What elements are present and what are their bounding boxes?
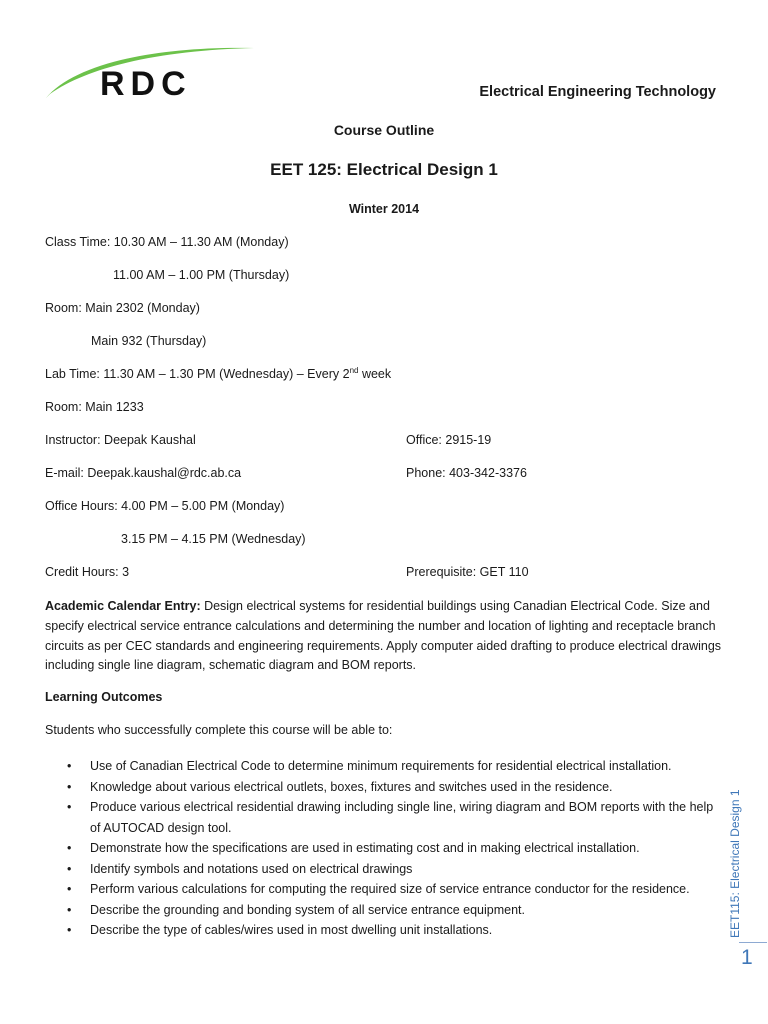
office: Office: 2915-19	[406, 433, 492, 447]
outcome-text: Knowledge about various electrical outlets, boxes, fixtures and switches used in the residence.	[90, 779, 613, 794]
lab-time-superscript: nd	[349, 366, 359, 375]
bullet: •	[67, 759, 72, 773]
learning-outcomes-heading: Learning Outcomes	[45, 690, 163, 704]
outcome-text: Describe the grounding and bonding system of all service entrance equipment.	[90, 902, 525, 917]
office-hours-1: Office Hours: 4.00 PM – 5.00 PM (Monday)	[45, 499, 285, 513]
office-hours-2: 3.15 PM – 4.15 PM (Wednesday)	[121, 532, 306, 546]
outcome-text: Describe the type of cables/wires used in most dwelling unit installations.	[90, 923, 493, 937]
lab-time-main: Lab Time: 11.30 AM – 1.30 PM (Wednesday) – Every 2	[45, 367, 350, 381]
room-2: Main 932 (Thursday)	[91, 334, 207, 348]
side-course-label: EET115: Electrical Design 1	[728, 789, 742, 938]
email: E-mail: Deepak.kaushal@rdc.ab.ca	[45, 466, 242, 480]
bullet: •	[67, 861, 72, 876]
logo-text: RDC	[100, 65, 192, 103]
lab-room: Room: Main 1233	[45, 400, 144, 414]
class-time-2: 11.00 AM – 1.00 PM (Thursday)	[113, 268, 290, 282]
list-item	[45, 838, 725, 859]
page-number: 1	[741, 946, 753, 969]
list-item	[45, 900, 725, 921]
learning-outcomes-intro: Students who successfully complete this course will be able to:	[45, 723, 393, 737]
list-item	[45, 777, 725, 798]
room-1: Room: Main 2302 (Monday)	[45, 301, 200, 315]
learning-outcomes-list	[45, 756, 725, 941]
instructor: Instructor: Deepak Kaushal	[45, 433, 196, 447]
outcome-text: Perform various calculations for computing the required size of service entrance conductor for the residence.	[90, 882, 690, 896]
bullet: •	[67, 779, 72, 794]
bullet: •	[67, 902, 72, 917]
outcome-text: Use of Canadian Electrical Code to determine minimum requirements for residential electrical installation.	[90, 759, 672, 773]
outcome-text: Identify symbols and notations used on electrical drawings	[90, 861, 413, 876]
class-time-1: Class Time: 10.30 AM – 11.30 AM (Monday)	[45, 235, 289, 249]
list-item	[45, 756, 725, 777]
calendar-entry	[45, 597, 725, 676]
outcome-text: Produce various electrical residential drawing including single line, wiring diagram and BOM reports with the help of AUTOCAD design tool.	[90, 800, 714, 835]
list-item	[45, 879, 725, 900]
lab-time	[45, 367, 391, 381]
bullet: •	[67, 841, 72, 855]
credit-hours: Credit Hours: 3	[45, 565, 130, 579]
calendar-entry-label: Academic Calendar Entry:	[45, 599, 201, 613]
list-item	[45, 797, 725, 838]
list-item	[45, 920, 725, 941]
course-title: EET 125: Electrical Design 1	[270, 160, 498, 179]
rdc-logo	[44, 44, 256, 104]
lab-time-suffix: week	[358, 367, 392, 381]
prerequisite: Prerequisite: GET 110	[406, 565, 529, 579]
calendar-entry-text: Design electrical systems for residential buildings using Canadian Electrical Code. Size and specify electrical service entrance calculations and determining the number and location of lighting and receptacle branch circuits as per CEC standards and engineering requirements. Apply computer aided drafting to produce electrical drawings including single line diagram, schematic diagram and BOM reports.	[45, 599, 722, 673]
bullet: •	[67, 882, 72, 896]
course-outline-heading: Course Outline	[333, 122, 435, 138]
bullet: •	[67, 800, 72, 814]
outcome-text: Demonstrate how the specifications are used in estimating cost and in making electrical installation.	[90, 841, 640, 855]
list-item	[45, 859, 725, 880]
side-divider	[739, 942, 767, 943]
department-title: Electrical Engineering Technology	[479, 84, 716, 100]
term: Winter 2014	[348, 202, 420, 216]
phone: Phone: 403-342-3376	[406, 466, 527, 480]
bullet: •	[67, 923, 72, 937]
